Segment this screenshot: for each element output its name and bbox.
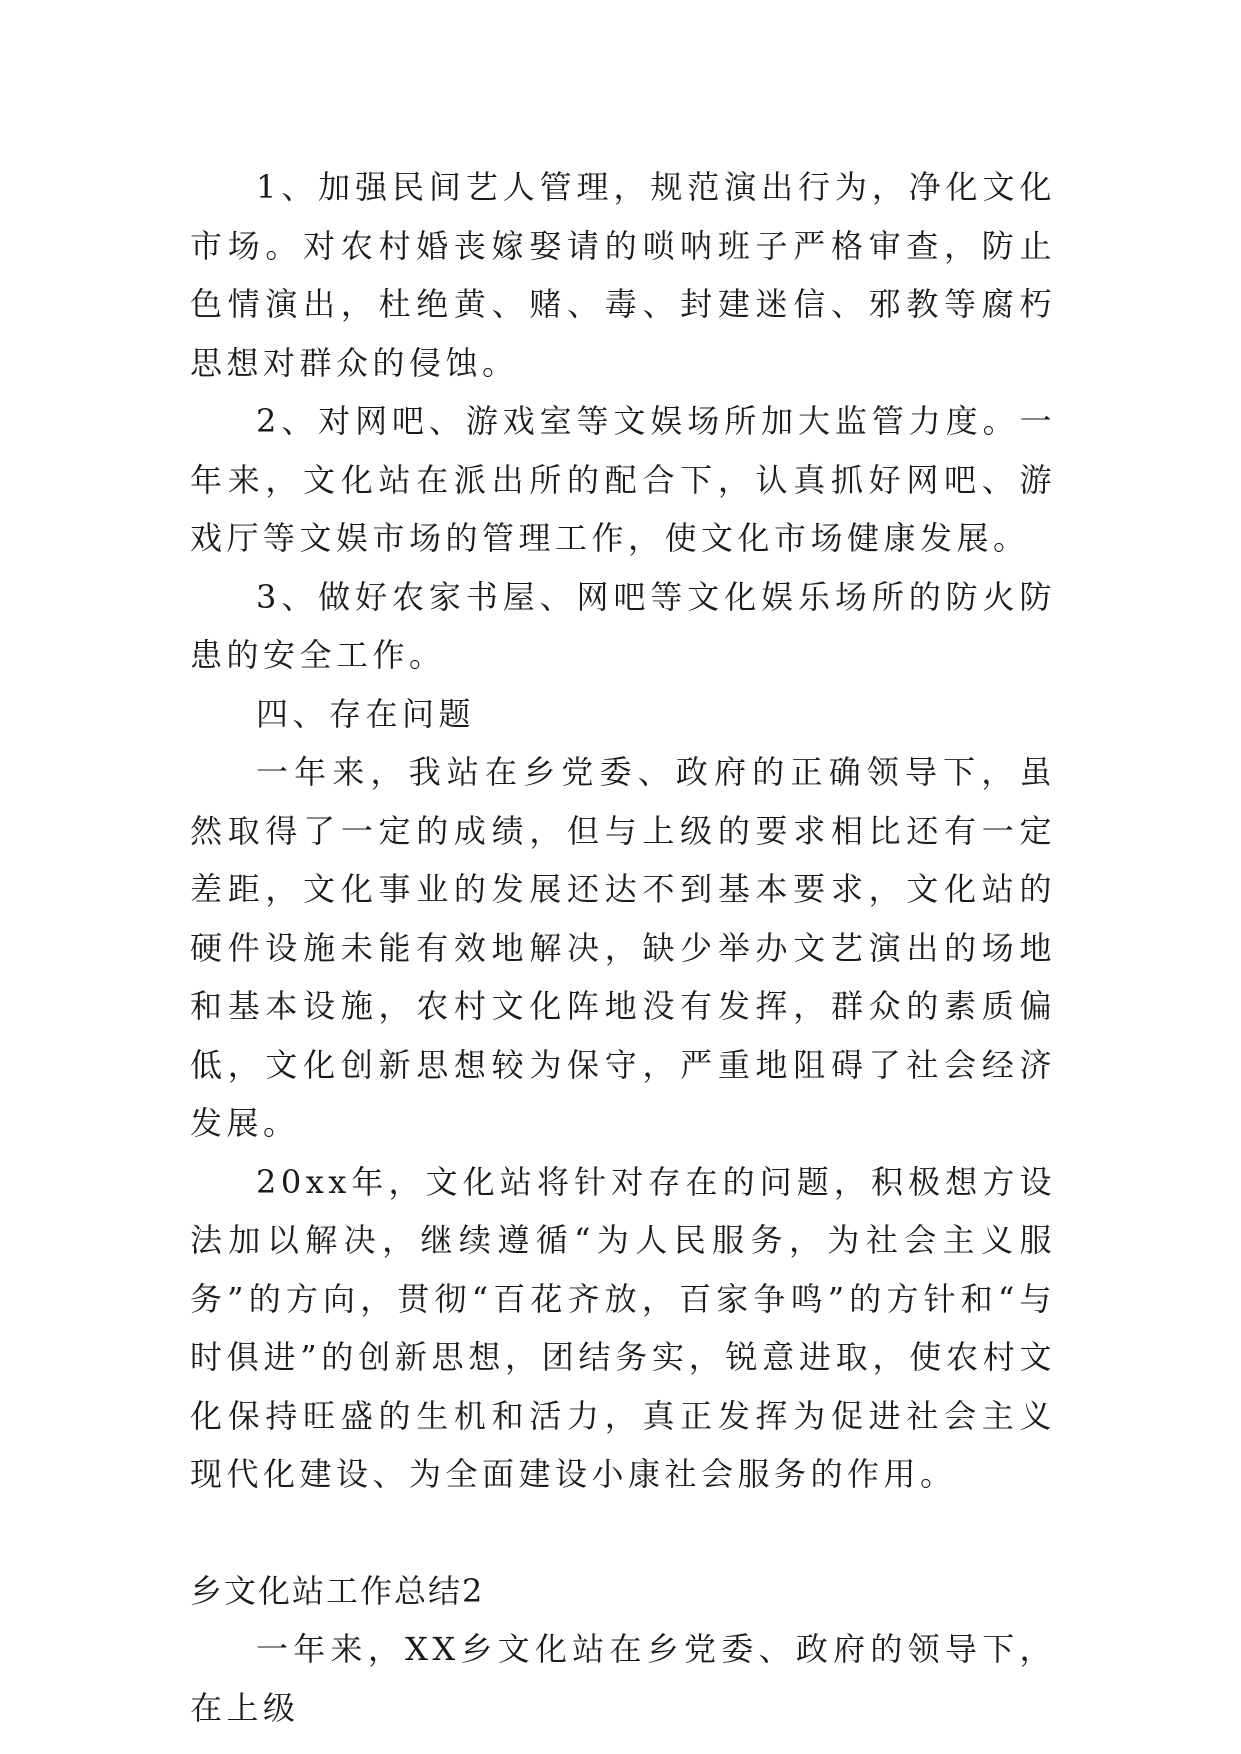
- paragraph-item-3: 3、做好农家书屋、网吧等文化娱乐场所的防火防患的安全工作。: [190, 577, 1056, 674]
- section-heading-issues: 四、存在问题: [256, 694, 476, 733]
- document-body: [190, 158, 1056, 1737]
- paragraph-item-1: 1、加强民间艺人管理，规范演出行为，净化文化市场。对农村婚丧嫁娶请的唢呐班子严格审查，防止色情演出，杜绝黄、赌、毒、封建迷信、邪教等腐朽思想对群众的侵蚀。: [190, 168, 1056, 382]
- paragraph-section-intro: 一年来，XX乡文化站在乡党委、政府的领导下，在上级: [190, 1630, 1056, 1727]
- document-section-title: 乡文化站工作总结2: [190, 1571, 485, 1610]
- paragraph-issues: 一年来，我站在乡党委、政府的正确领导下，虽然取得了一定的成绩，但与上级的要求相比还有一定差距，文化事业的发展还达不到基本要求，文化站的硬件设施未能有效地解决，缺少举办文艺演出的场地和基本设施，农村文化阵地没有发挥，群众的素质偏低，文化创新思想较为保守，严重地阻碍了社会经济发展。: [190, 753, 1056, 1142]
- paragraph-plan: 20xx年，文化站将针对存在的问题，积极想方设法加以解决，继续遵循“为人民服务，为社会主义服务”的方向，贯彻“百花齐放，百家争鸣”的方针和“与时俱进”的创新思想，团结务实，锐意进取，使农村文化保持旺盛的生机和活力，真正发挥为促进社会主义现代化建设、为全面建设小康社会服务的作用。: [190, 1162, 1056, 1493]
- paragraph-item-2: 2、对网吧、游戏室等文娱场所加大监管力度。一年来，文化站在派出所的配合下，认真抓好网吧、游戏厅等文娱市场的管理工作，使文化市场健康发展。: [190, 402, 1056, 557]
